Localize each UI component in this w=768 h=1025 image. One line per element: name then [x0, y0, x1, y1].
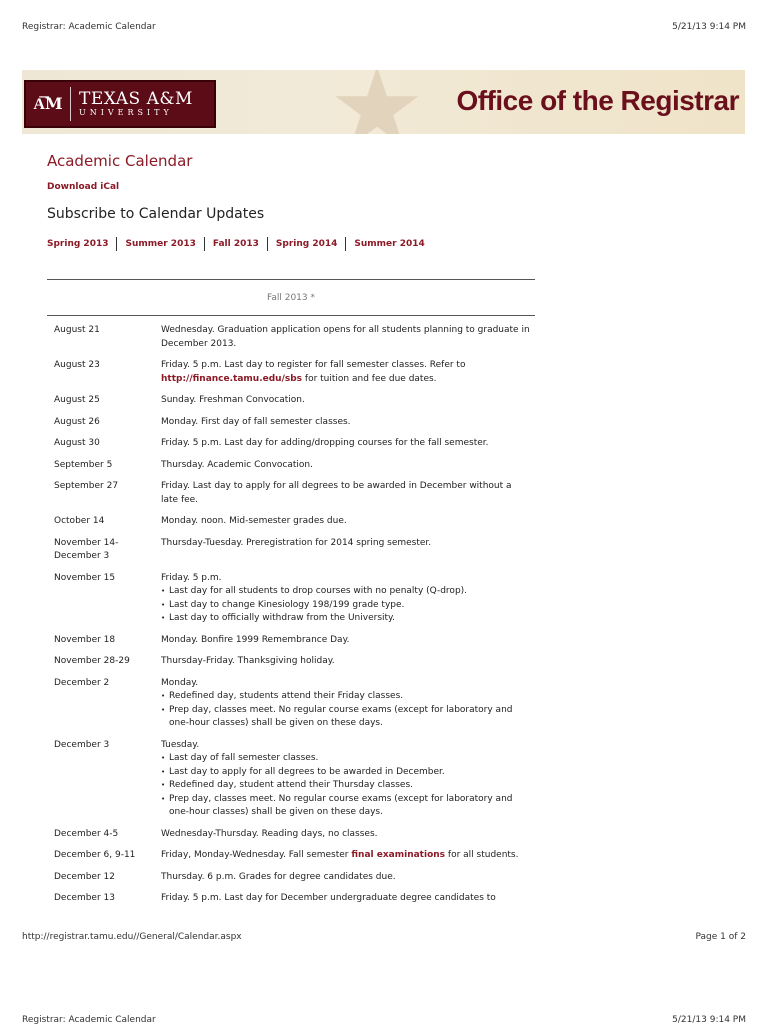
calendar-description [155, 655, 535, 669]
calendar-bullet: • Last day of fall semester classes. [161, 752, 531, 766]
calendar-description [155, 459, 535, 473]
calendar-row [47, 324, 535, 351]
calendar-row [47, 437, 535, 451]
calendar-text: Monday. First day of fall semester classes. [161, 416, 351, 427]
calendar-description [155, 849, 535, 863]
print-header-datetime: 5/21/13 9:14 PM [672, 1015, 746, 1025]
calendar-text: Friday, Monday-Wednesday. Fall semester [161, 850, 349, 860]
calendar-date: August 23 [54, 360, 100, 370]
calendar-description [155, 828, 535, 842]
calendar-row [47, 655, 535, 669]
calendar-bullet-list [161, 585, 531, 626]
calendar-bullet: • Redefined day, students attend their Friday classes. [161, 690, 531, 704]
calendar-description [155, 359, 535, 386]
calendar-description [155, 437, 535, 451]
term-link-spring-2013[interactable]: Spring 2013 [47, 239, 109, 249]
calendar-bullet: • Prep day, classes meet. No regular course exams (except for laboratory and one-hour classes) shall be given on these days. [161, 793, 531, 820]
calendar-link[interactable]: http://finance.tamu.edu/sbs [161, 373, 303, 384]
calendar-date: November 28-29 [54, 656, 130, 666]
print-header-title: Registrar: Academic Calendar [22, 22, 156, 32]
tamu-logo[interactable] [24, 80, 216, 128]
calendar-description [155, 871, 535, 885]
calendar-date: September 5 [54, 459, 113, 470]
calendar-bullet: • Last day to change Kinesiology 198/199 grade type. [161, 599, 531, 613]
calendar-date: August 25 [54, 395, 100, 405]
calendar-date: August 30 [54, 438, 100, 448]
calendar-bullet-list [161, 690, 531, 731]
print-header-datetime: 5/21/13 9:14 PM [672, 22, 746, 32]
calendar-text: Friday. Last day to apply for all degrees to be awarded in December without a late fee. [161, 481, 512, 505]
calendar-text: Wednesday. Graduation application opens for all students planning to graduate in December 2013. [161, 325, 530, 349]
calendar-row [47, 828, 535, 842]
term-links [47, 237, 425, 251]
calendar-text: Monday. [161, 677, 199, 688]
calendar-row [47, 871, 535, 885]
calendar-bullet: • Prep day, classes meet. No regular course exams (except for laboratory and one-hour classes) shall be given on these days. [161, 704, 531, 731]
calendar-description [155, 515, 535, 529]
calendar-text: Thursday. Academic Convocation. [161, 459, 313, 470]
calendar-row [47, 677, 535, 731]
calendar-description [155, 892, 535, 906]
calendar-date: November 14-December 3 [54, 537, 119, 561]
term-link-fall-2013[interactable]: Fall 2013 [212, 239, 259, 249]
calendar-description [155, 324, 535, 351]
print-footer-url: http://registrar.tamu.edu//General/Calendar.aspx [22, 932, 242, 942]
calendar-date: October 14 [54, 516, 105, 526]
term-separator [116, 237, 117, 251]
calendar-date: November 15 [54, 572, 116, 583]
print-header-title: Registrar: Academic Calendar [22, 1015, 156, 1025]
calendar-text: Friday. 5 p.m. Last day to register for fall semester classes. Refer to [161, 360, 466, 370]
print-footer [22, 932, 746, 942]
calendar-description [155, 739, 535, 820]
calendar-description [155, 537, 535, 564]
calendar-table [47, 279, 535, 906]
calendar-text: Thursday. 6 p.m. Grades for degree candidates due. [161, 871, 396, 882]
calendar-date: November 18 [54, 634, 116, 645]
download-ical-link[interactable]: Download iCal [47, 182, 120, 192]
subscribe-heading: Subscribe to Calendar Updates [47, 206, 265, 222]
calendar-text: Friday. 5 p.m. Last day for December undergraduate degree candidates to [161, 893, 496, 903]
calendar-text: Tuesday. [161, 739, 200, 750]
calendar-link[interactable]: final examinations [351, 850, 446, 860]
site-banner [22, 70, 745, 134]
term-separator [345, 237, 346, 251]
calendar-row [47, 537, 535, 564]
calendar-date: December 4-5 [54, 828, 119, 839]
calendar-description [155, 677, 535, 731]
calendar-date: December 13 [54, 893, 115, 903]
lone-star-icon [322, 70, 432, 134]
calendar-text: Friday. 5 p.m. [161, 572, 222, 583]
calendar-date: December 2 [54, 677, 110, 688]
calendar-row [47, 572, 535, 626]
calendar-date: August 21 [54, 325, 100, 335]
print-footer-page: Page 1 of 2 [695, 932, 746, 942]
calendar-text: Monday. Bonfire 1999 Remembrance Day. [161, 634, 350, 645]
calendar-description [155, 394, 535, 408]
term-link-summer-2013[interactable]: Summer 2013 [125, 239, 196, 249]
calendar-row [47, 634, 535, 648]
calendar-row [47, 515, 535, 529]
calendar-text-after: for tuition and fee due dates. [304, 373, 437, 384]
calendar-text-after: for all students. [447, 850, 519, 860]
calendar-date: December 6, 9-11 [54, 850, 136, 860]
calendar-heading: Fall 2013 * [47, 280, 535, 316]
calendar-row [47, 394, 535, 408]
calendar-bullet: • Last day to apply for all degrees to be awarded in December. [161, 766, 531, 780]
calendar-text: Sunday. Freshman Convocation. [161, 395, 305, 405]
calendar-row [47, 849, 535, 863]
calendar-description [155, 634, 535, 648]
calendar-date: September 27 [54, 481, 119, 491]
calendar-bullet: • Redefined day, student attend their Thursday classes. [161, 779, 531, 793]
calendar-date: December 12 [54, 871, 115, 882]
calendar-description [155, 480, 535, 507]
calendar-row [47, 480, 535, 507]
calendar-row [47, 359, 535, 386]
calendar-row [47, 459, 535, 473]
term-separator [204, 237, 205, 251]
logo-line-2: UNIVERSITY [79, 108, 173, 117]
calendar-bullet: • Last day to officially withdraw from the University. [161, 612, 531, 626]
calendar-row [47, 739, 535, 820]
term-separator [267, 237, 268, 251]
term-link-summer-2014[interactable]: Summer 2014 [354, 239, 425, 249]
calendar-date: December 3 [54, 739, 110, 750]
print-header [22, 22, 746, 32]
term-link-spring-2014[interactable]: Spring 2014 [275, 239, 338, 249]
calendar-row [47, 416, 535, 430]
calendar-bullet: • Last day for all students to drop courses with no penalty (Q-drop). [161, 585, 531, 599]
calendar-description [155, 572, 535, 626]
logo-line-1: TEXAS A&M [79, 89, 193, 109]
calendar-text: Wednesday-Thursday. Reading days, no classes. [161, 828, 378, 839]
calendar-date: August 26 [54, 416, 100, 427]
office-title: Office of the Registrar [456, 85, 739, 116]
calendar-text: Friday. 5 p.m. Last day for adding/dropping courses for the fall semester. [161, 438, 489, 448]
calendar-bullet-list [161, 752, 531, 820]
page-title: Academic Calendar [47, 152, 193, 170]
calendar-text: Thursday-Tuesday. Preregistration for 2014 spring semester. [161, 537, 432, 548]
calendar-text: Thursday-Friday. Thanksgiving holiday. [161, 656, 335, 666]
calendar-text: Monday. noon. Mid-semester grades due. [161, 516, 347, 526]
calendar-row [47, 892, 535, 906]
calendar-description [155, 416, 535, 430]
atm-logo-mark: A͞M [26, 87, 71, 121]
calendar-body [47, 316, 535, 906]
